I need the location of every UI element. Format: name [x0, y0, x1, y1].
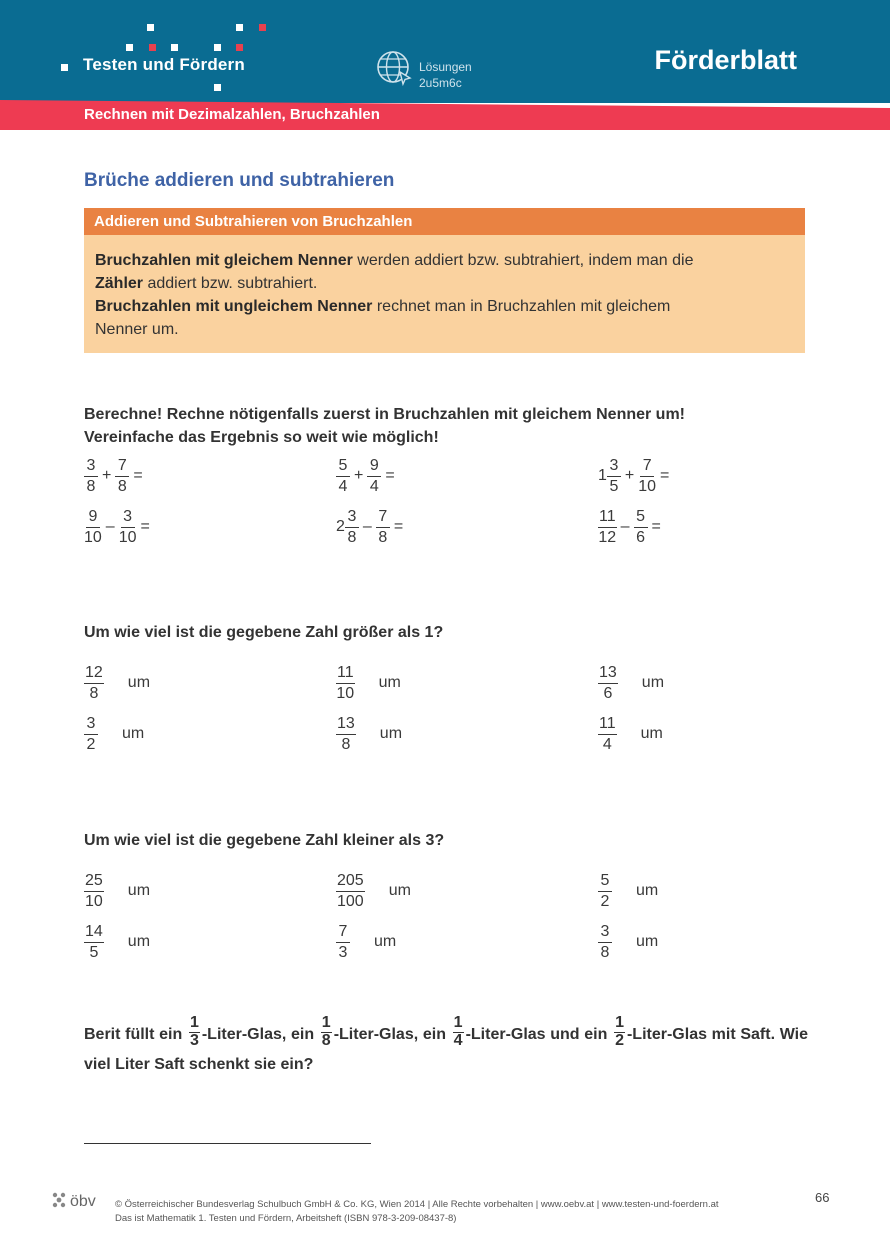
- info-box-header: [84, 208, 805, 235]
- um-label: um: [636, 882, 659, 899]
- um-label: um: [127, 674, 151, 691]
- copyright-line1: © Österreichischer Bundesverlag Schulbuch GmbH & Co. KG, Wien 2014 | Alle Rechte vorbehalten | www.oebv.at | www.testen-und-foerdern.at: [115, 1199, 719, 1210]
- numerator: 11: [598, 508, 617, 528]
- denominator: 4: [453, 1032, 463, 1049]
- brand-name: Testen und Fördern: [83, 55, 245, 74]
- denominator: 6: [636, 529, 645, 546]
- page-number: 66: [815, 1190, 830, 1205]
- logo-square: [171, 44, 178, 51]
- fraction-exercise: [336, 508, 407, 546]
- logo-square: [214, 44, 221, 51]
- fraction: [598, 508, 617, 546]
- difference-item: [336, 923, 396, 961]
- equals-sign: =: [140, 518, 150, 535]
- difference-item: [598, 715, 663, 753]
- um-label: um: [378, 674, 401, 691]
- numerator: 1: [453, 1014, 463, 1031]
- numerator: 13: [598, 664, 618, 684]
- topic-title: Rechnen mit Dezimalzahlen, Bruchzahlen: [84, 106, 380, 123]
- task1-instructions: [84, 403, 685, 449]
- um-label: um: [122, 725, 145, 742]
- fraction: [336, 664, 355, 702]
- equals-sign: =: [660, 467, 670, 484]
- fraction: [453, 1015, 464, 1049]
- info-box-heading: Addieren und Subtrahieren von Bruchzahlen: [94, 213, 413, 230]
- numerator: 13: [336, 715, 356, 735]
- fraction: [614, 1015, 625, 1049]
- denominator: 8: [89, 685, 99, 702]
- difference-item: [598, 872, 658, 910]
- rule-bold: Bruchzahlen mit ungleichem Nenner: [95, 298, 373, 315]
- fraction-exercise: [84, 457, 147, 495]
- info-box: [84, 208, 805, 353]
- task4-word-problem: [84, 1014, 809, 1078]
- um-label: um: [641, 674, 665, 691]
- fraction: [119, 508, 137, 546]
- numerator: 25: [84, 872, 104, 892]
- numerator: 11: [336, 664, 355, 684]
- numerator: 5: [634, 508, 648, 528]
- task3-question: Um wie viel ist die gegebene Zahl kleiner als 3?: [84, 832, 445, 849]
- um-label: um: [379, 725, 403, 742]
- rule-text: Nenner um.: [95, 321, 179, 338]
- denominator: 8: [378, 529, 388, 546]
- fraction: [336, 872, 365, 910]
- denominator: 10: [336, 685, 355, 702]
- solutions-code: 2u5m6c: [419, 76, 462, 90]
- denominator: 2: [615, 1032, 624, 1049]
- numerator: 205: [336, 872, 365, 892]
- um-label: um: [636, 933, 659, 950]
- denominator: 100: [337, 893, 364, 910]
- numerator: 3: [345, 508, 359, 528]
- equals-sign: =: [385, 467, 395, 484]
- numerator: 12: [84, 664, 104, 684]
- denominator: 8: [341, 736, 351, 753]
- answer-line[interactable]: [84, 1143, 371, 1144]
- logo-square: [236, 44, 243, 51]
- fraction: [84, 872, 104, 910]
- copyright: [115, 1198, 719, 1226]
- fraction-exercise: [598, 457, 673, 495]
- um-label: um: [127, 882, 151, 899]
- um-label: um: [127, 933, 151, 950]
- fraction: [84, 923, 104, 961]
- numerator: 1: [189, 1014, 199, 1031]
- logo-square: [236, 24, 243, 31]
- task4-text: -Liter-Glas mit Saft. Wie viel Liter Saft schenkt sie ein?: [84, 1026, 809, 1073]
- logo-square: [126, 44, 133, 51]
- task4-text: -Liter-Glas, ein: [333, 1026, 451, 1044]
- fraction: [376, 508, 390, 546]
- operator: –: [362, 518, 372, 535]
- difference-item: [598, 923, 658, 961]
- fraction: [84, 715, 98, 753]
- fraction: [598, 872, 612, 910]
- solutions-link[interactable]: [419, 59, 472, 91]
- denominator: 5: [89, 944, 99, 961]
- fraction: [321, 1015, 332, 1049]
- denominator: 8: [117, 478, 127, 495]
- denominator: 4: [369, 478, 379, 495]
- fraction: [84, 508, 102, 546]
- numerator: 7: [376, 508, 390, 528]
- copyright-line2: Das ist Mathematik 1. Testen und Fördern, Arbeitsheft (ISBN 978-3-209-08437-8): [115, 1213, 457, 1224]
- rule-bold: Zähler: [95, 275, 144, 292]
- numerator: 3: [84, 457, 98, 477]
- logo-square: [61, 64, 68, 71]
- logo-square: [147, 24, 154, 31]
- difference-item: [84, 715, 144, 753]
- difference-item: [336, 664, 401, 702]
- fraction: [638, 457, 656, 495]
- logo-square: [259, 24, 266, 31]
- numerator: 3: [598, 923, 612, 943]
- operator: +: [354, 467, 364, 484]
- numerator: 7: [336, 923, 350, 943]
- rule-text: werden addiert bzw. subtrahiert, indem man die: [352, 252, 694, 269]
- difference-item: [84, 664, 150, 702]
- equals-sign: =: [651, 518, 661, 535]
- publisher-logo: [50, 1190, 110, 1210]
- fraction: [115, 457, 129, 495]
- denominator: 8: [600, 944, 610, 961]
- denominator: 4: [602, 736, 612, 753]
- fraction-exercise: [84, 508, 154, 546]
- task1-line1: Berechne! Rechne nötigenfalls zuerst in Bruchzahlen mit gleichem Nenner um!: [84, 406, 686, 423]
- fraction: [84, 457, 98, 495]
- numerator: 5: [598, 872, 612, 892]
- difference-item: [84, 872, 150, 910]
- denominator: 12: [598, 529, 617, 546]
- denominator: 10: [85, 893, 103, 910]
- um-label: um: [640, 725, 663, 742]
- equals-sign: =: [133, 467, 143, 484]
- denominator: 10: [84, 529, 102, 546]
- fraction: [345, 508, 359, 546]
- numerator: 3: [84, 715, 98, 735]
- numerator: 7: [115, 457, 129, 477]
- fraction: [336, 715, 356, 753]
- whole-number: 1: [598, 467, 607, 484]
- header-bar: [0, 0, 890, 103]
- task1-line2: Vereinfache das Ergebnis so weit wie möglich!: [84, 429, 439, 446]
- denominator: 8: [321, 1032, 331, 1049]
- numerator: 5: [336, 457, 350, 477]
- fraction: [367, 457, 381, 495]
- solutions-label: Lösungen: [419, 60, 472, 74]
- fraction: [336, 457, 350, 495]
- fraction-exercise: [336, 457, 399, 495]
- difference-item: [598, 664, 664, 702]
- globe-icon[interactable]: [376, 50, 412, 86]
- numerator: 1: [615, 1014, 624, 1031]
- fraction: [84, 664, 104, 702]
- difference-item: [336, 872, 411, 910]
- difference-item: [336, 715, 402, 753]
- logo-square: [214, 84, 221, 91]
- fraction: [336, 923, 350, 961]
- logo-square: [149, 44, 156, 51]
- denominator: 6: [603, 685, 613, 702]
- numerator: 9: [86, 508, 100, 528]
- fraction: [634, 508, 648, 546]
- info-box-body: [95, 249, 795, 341]
- denominator: 5: [609, 478, 619, 495]
- operator: –: [620, 518, 630, 535]
- numerator: 14: [84, 923, 104, 943]
- rule-text: addiert bzw. subtrahiert.: [143, 275, 318, 292]
- task2-question: Um wie viel ist die gegebene Zahl größer als 1?: [84, 624, 444, 641]
- um-label: um: [388, 882, 411, 899]
- denominator: 4: [338, 478, 348, 495]
- difference-item: [84, 923, 150, 961]
- publisher-logo-text: öbv: [70, 1193, 96, 1210]
- numerator: 3: [607, 457, 621, 477]
- denominator: 10: [118, 529, 137, 546]
- denominator: 2: [600, 893, 610, 910]
- denominator: 2: [86, 736, 96, 753]
- whole-number: 2: [336, 518, 345, 535]
- rule-bold: Bruchzahlen mit gleichem Nenner: [95, 252, 353, 269]
- denominator: 8: [347, 529, 357, 546]
- numerator: 1: [321, 1014, 331, 1031]
- numerator: 9: [367, 457, 381, 477]
- task4-text: -Liter-Glas, ein: [201, 1026, 319, 1044]
- fraction: [598, 715, 617, 753]
- section-title: Brüche addieren und subtrahieren: [84, 170, 395, 191]
- numerator: 7: [640, 457, 654, 477]
- operator: –: [105, 518, 115, 535]
- um-label: um: [374, 933, 397, 950]
- task4-text: Berit füllt ein: [84, 1026, 187, 1044]
- numerator: 3: [121, 508, 135, 528]
- denominator: 3: [189, 1032, 199, 1049]
- rule-text: rechnet man in Bruchzahlen mit gleichem: [372, 298, 671, 315]
- fraction-exercise: [598, 508, 665, 546]
- operator: +: [102, 467, 112, 484]
- fraction: [598, 923, 612, 961]
- denominator: 3: [338, 944, 348, 961]
- operator: +: [624, 467, 635, 484]
- fraction: [189, 1015, 200, 1049]
- sheet-title: Förderblatt: [654, 45, 797, 75]
- denominator: 10: [638, 478, 657, 495]
- fraction: [598, 664, 618, 702]
- equals-sign: =: [393, 518, 404, 535]
- numerator: 11: [598, 715, 617, 735]
- fraction: [607, 457, 621, 495]
- denominator: 8: [86, 478, 96, 495]
- task4-text: -Liter-Glas und ein: [465, 1026, 613, 1044]
